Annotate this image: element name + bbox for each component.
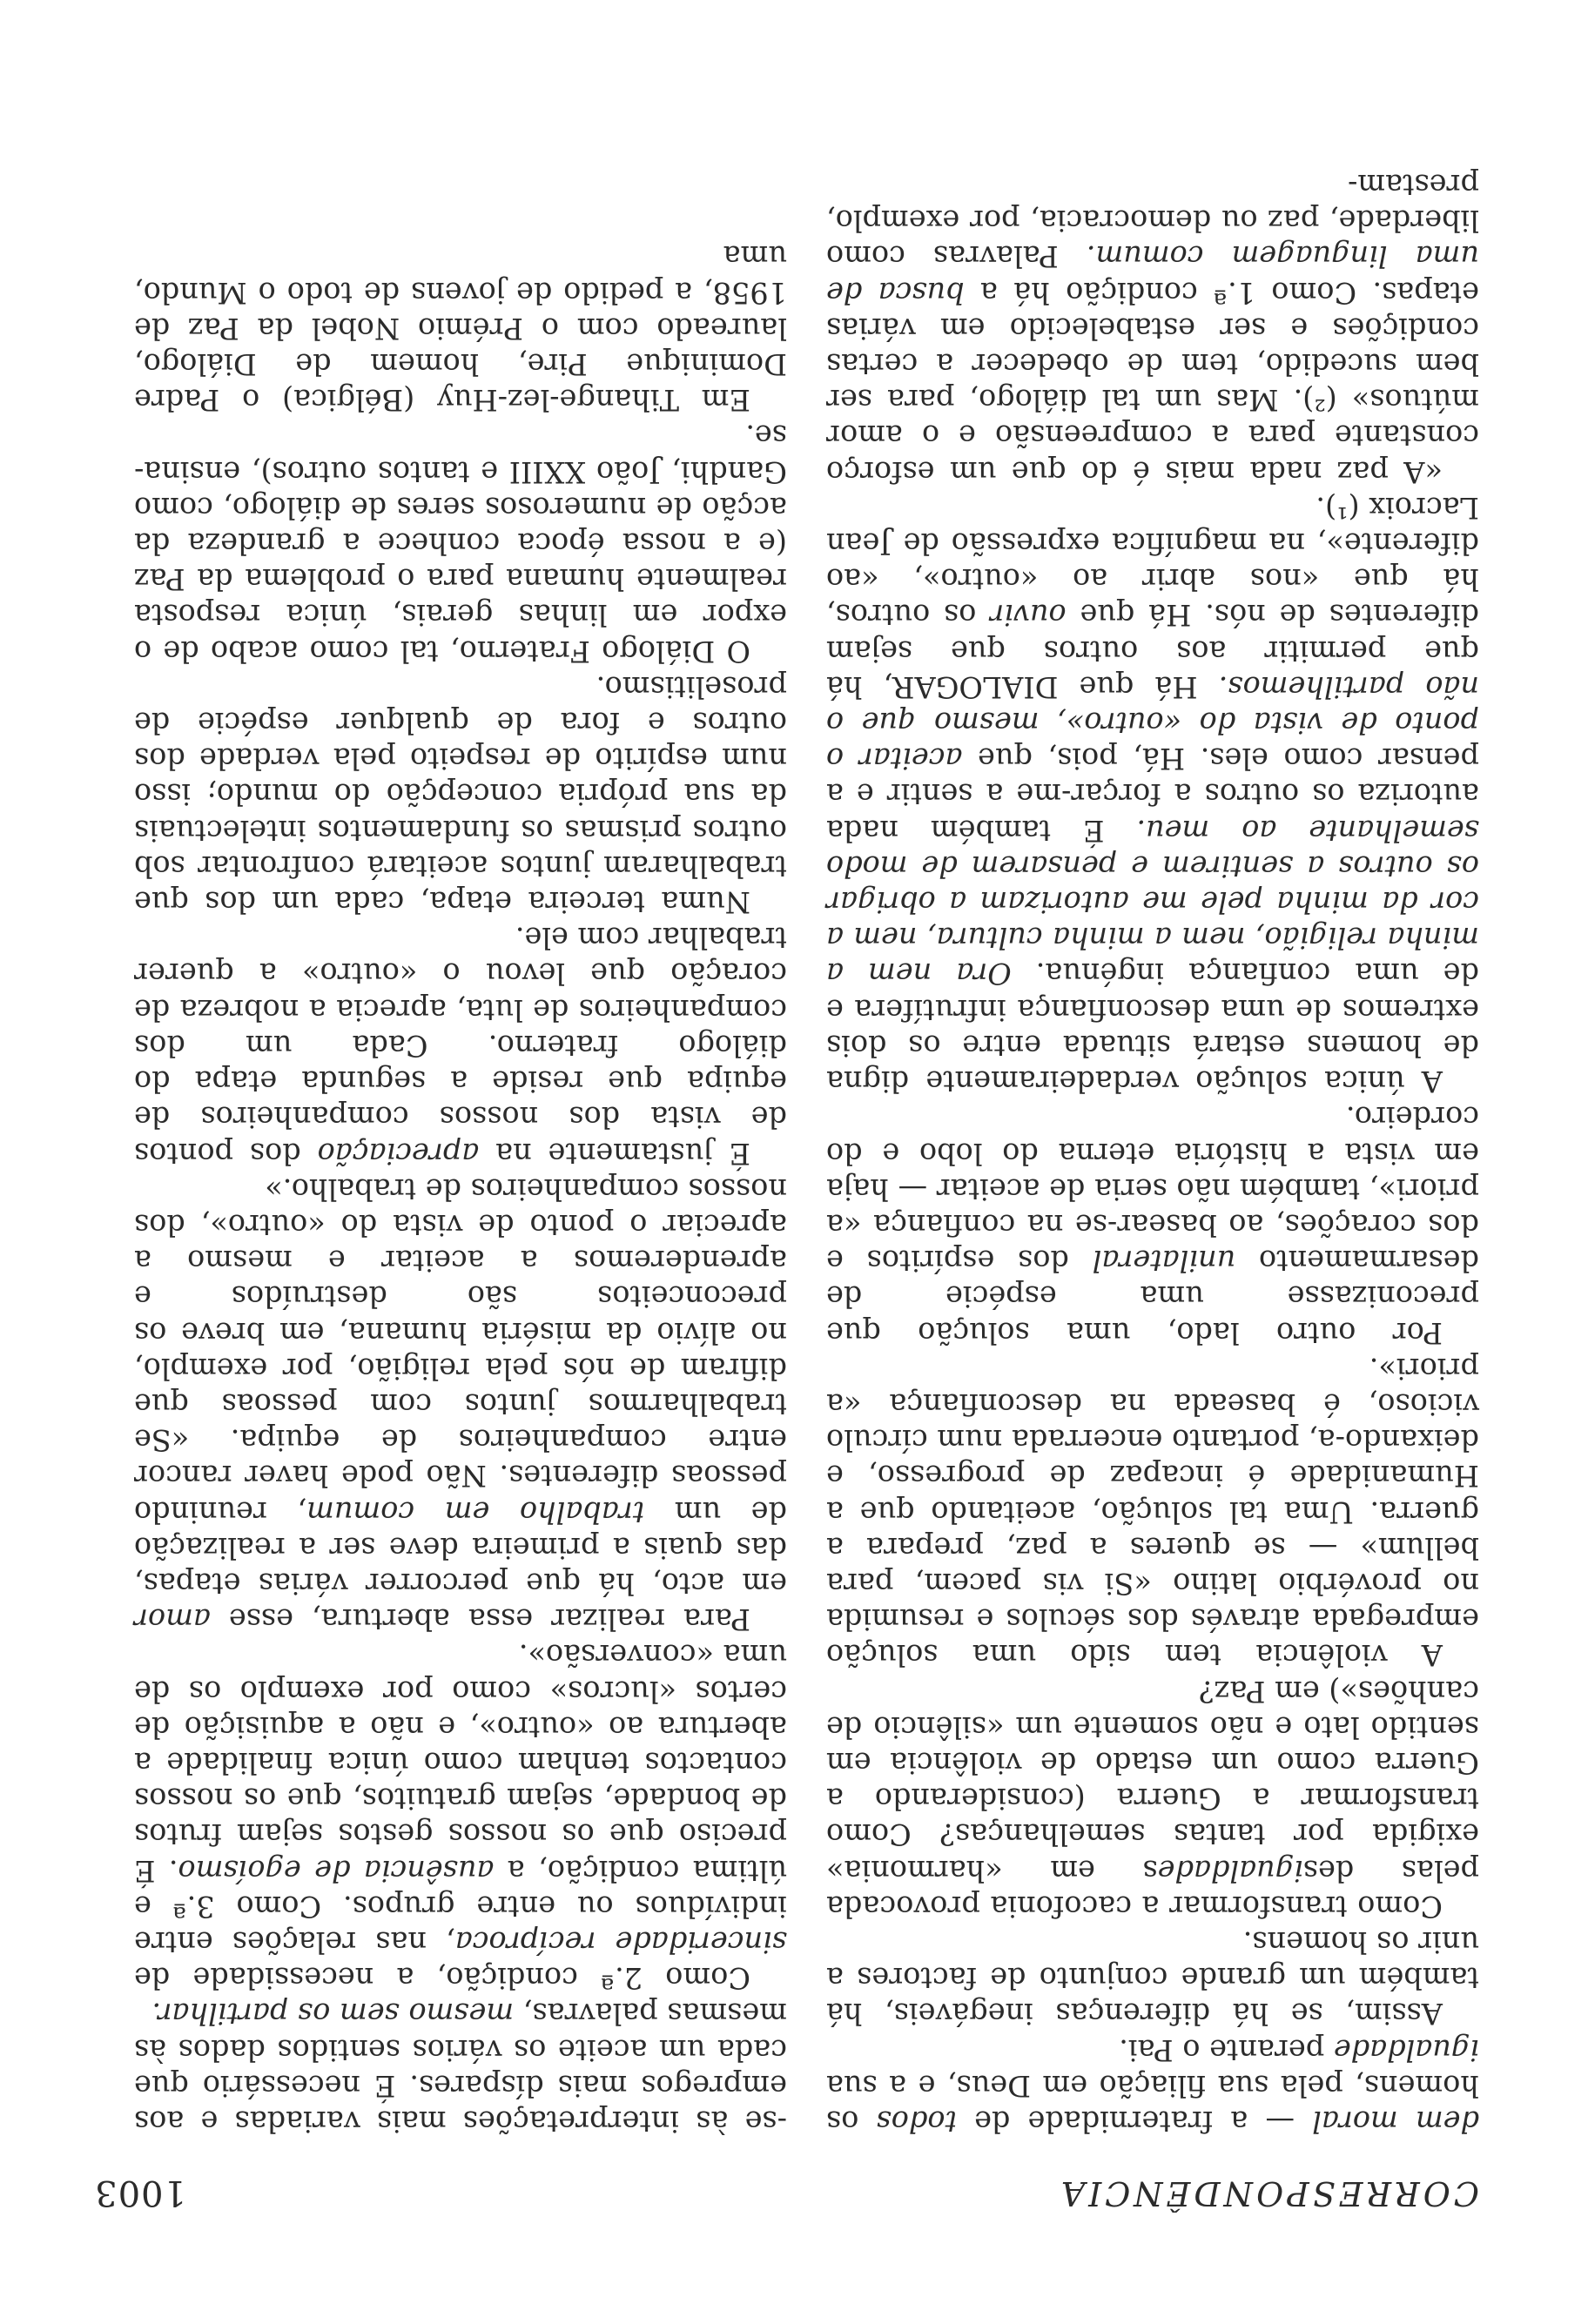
italic-phrase: ausência de egoísmo (178, 1853, 495, 1888)
italic-phrase: amor (134, 1602, 211, 1637)
paragraph: A única solução verdadeiramente digna de homens estará situada entre os dois extremos de uma desconfiança infrutífera e de uma confiança ingénua. Ora nem a minha religião, nem a minha cultura, nem a cor da minha pele me autorizam a obrigar os outros a sentirem e pensarem de modo semelhante ao meu. É também nada autoriza os outros a forçar-me a sentir e a pensar como eles. Há, pois, que aceitar o ponto de vista do «outro», mesmo que o não partilhemos. Há que DIALOGAR, há que permitir aos outros que sejam diferentes de nós. Há que ouvir os outros, há que «nos abrir ao «outro», «ao diferente», na magnífica expressão de Jean Lacroix (¹). (825, 490, 1479, 1099)
italic-phrase: igualdade (1333, 2032, 1479, 2067)
paragraph: O Diálogo Fraterno, tal como acabo de o expor em linhas gerais, única resposta realmente humana para o problema da Paz (e a nossa época conhece a grandeza da acção de numerosos seres de diálogo, como Gandhi, João XXIII e tantos outros), ensina-se. (134, 419, 787, 668)
paragraph: Para realizar essa abertura, esse amor em acto, há que percorrer várias etapas, das quais a primeira deve ser a realização de um trabalho em comum, reunindo pessoas diferentes. Não pode haver rancor entre companheiros de equipa. «Se trabalharmos juntos com pessoas que difiram de nós pela religião, por exemplo, no alívio da miséria humana, em breve os preconceitos são destruídos e aprenderemos a aceitar e mesmo a apreciar o ponto de vista do «outro», dos nossos companheiros de trabalho.» (134, 1172, 787, 1637)
paragraph: É justamente na apreciação dos pontos de vista dos nossos companheiros de equipa que reside a segunda etapa do diálogo fraterno. Cada um dos companheiros de luta, aprecia a nobreza de coração que levou o «outro» a querer trabalhar com ele. (134, 921, 787, 1171)
paragraph: dem moral — a fraternidade de todos os homens, pela sua filiação em Deus, e a sua igualdade perante o Pai. (825, 2032, 1479, 2139)
italic-phrase: sinceridade recíproca (454, 1924, 787, 1959)
paragraph: Como transformar a cacofonia provocada pelas desigualdades em «harmonia» exigida por tantas semelhanças? Como transformar a Guerra (considerando a Guerra como um estado de violência em sentido lato e não somente um «silêncio de canhões») em Paz? (826, 1674, 1479, 1924)
text-column-right (826, 167, 1479, 2139)
italic-phrase: todos (876, 2105, 957, 2139)
italic-phrase: trabalho em comum (306, 1494, 645, 1529)
text-column-left (134, 238, 787, 2139)
section-title: CORRESPONDÊNCIA (1057, 2174, 1479, 2213)
italic-phrase: dem moral (1312, 2105, 1479, 2139)
page-number: 1003 (94, 2173, 186, 2213)
paragraph: Por outro lado, uma solução que preconizasse uma espécie de desarmamento unilateral dos espíritos e dos corações, ao basear-se na confiança «a priori», também não seria de aceitar — haja em vista a história eterna do lobo e do cordeiro. (826, 1100, 1479, 1350)
italic-phrase: unilateral (1092, 1244, 1236, 1279)
italic-phrase: mesmo sem os partilhar. (151, 1997, 515, 2032)
italic-phrase: igualdade (1157, 1853, 1303, 1888)
italic-phrase: aceitar o ponto de vista do «outro», mesmo que o não partilhemos. (826, 669, 1479, 776)
italic-phrase: apreciação (317, 1136, 480, 1171)
paragraph: Como 2.ª condição, a necessidade de sinceridade recíproca, nas relações entre indivíduos ou entre grupos. Como 3.ª e última condição, a ausência de egoísmo. É preciso que os nossos gestos sejam frutos de bondade, sejam gratuitos, que os nossos contactos tenham como única finalidade a abertura ao «outro», e não a aquisição de certos «lucros» como por exemplo os de uma «conversão». (134, 1638, 787, 1996)
italic-phrase: ouvir (990, 598, 1067, 633)
paragraph: A violência tem sido uma solução empregada através dos séculos e resumida no provérbio latino «Si vis pacem, para bellum» — se queres a paz, prepara a guerra. Uma tal solução, aceitando que a Humanidade é incapaz de progresso, e deixando-a, portanto encerrada num círculo vicioso, é baseada na desconfiança «a priori». (826, 1351, 1479, 1673)
paragraph: «A paz nada mais é do que um esforço constante para a compreensão e o amor mútuos» (²). Mas um tal diálogo, para ser bem sucedido, tem de obedecer a certas condições e ser estabelecido em várias etapas. Como 1.ª condição há a busca de uma linguagem comum. Palavras como liberdade, paz ou democracia, por exemplo, prestam- (826, 168, 1479, 489)
paragraph: Numa terceira etapa, cada um dos que trabalharam juntos aceitará confrontar sob outros prismas os fundamentos intelectuais da sua própria concepção do mundo; isso num espírito de respeito pela verdade dos outros e fora de qualquer espécie de proselitismo. (134, 669, 787, 920)
paragraph: Assim, se há diferenças inegáveis, há também um grande conjunto de factores a unir os homens. (826, 1924, 1479, 2032)
italic-phrase: Ora nem a minha religião, nem a minha cultura, nem a cor da minha pele me autorizam a obrigar os outros a sentirem e pensarem de modo semelhante ao meu. (826, 813, 1479, 991)
paragraph: -se às interpretações mais variadas e aos empregos mais díspares. É necessário que cada um aceite os vários sentidos dados às mesmas palavras, mesmo sem os partilhar. (134, 1997, 787, 2139)
paragraph: Em Tihange-lez-Huy (Bélgica) o Padre Dominique Pire, homem de Diálogo, laureado com o Prémio Nobel da Paz de 1958, a pedido de jovens de todo o Mundo, uma (134, 239, 787, 418)
running-head (0, 2160, 1588, 2213)
italic-phrase: busca de uma linguagem comum. (826, 239, 1479, 310)
